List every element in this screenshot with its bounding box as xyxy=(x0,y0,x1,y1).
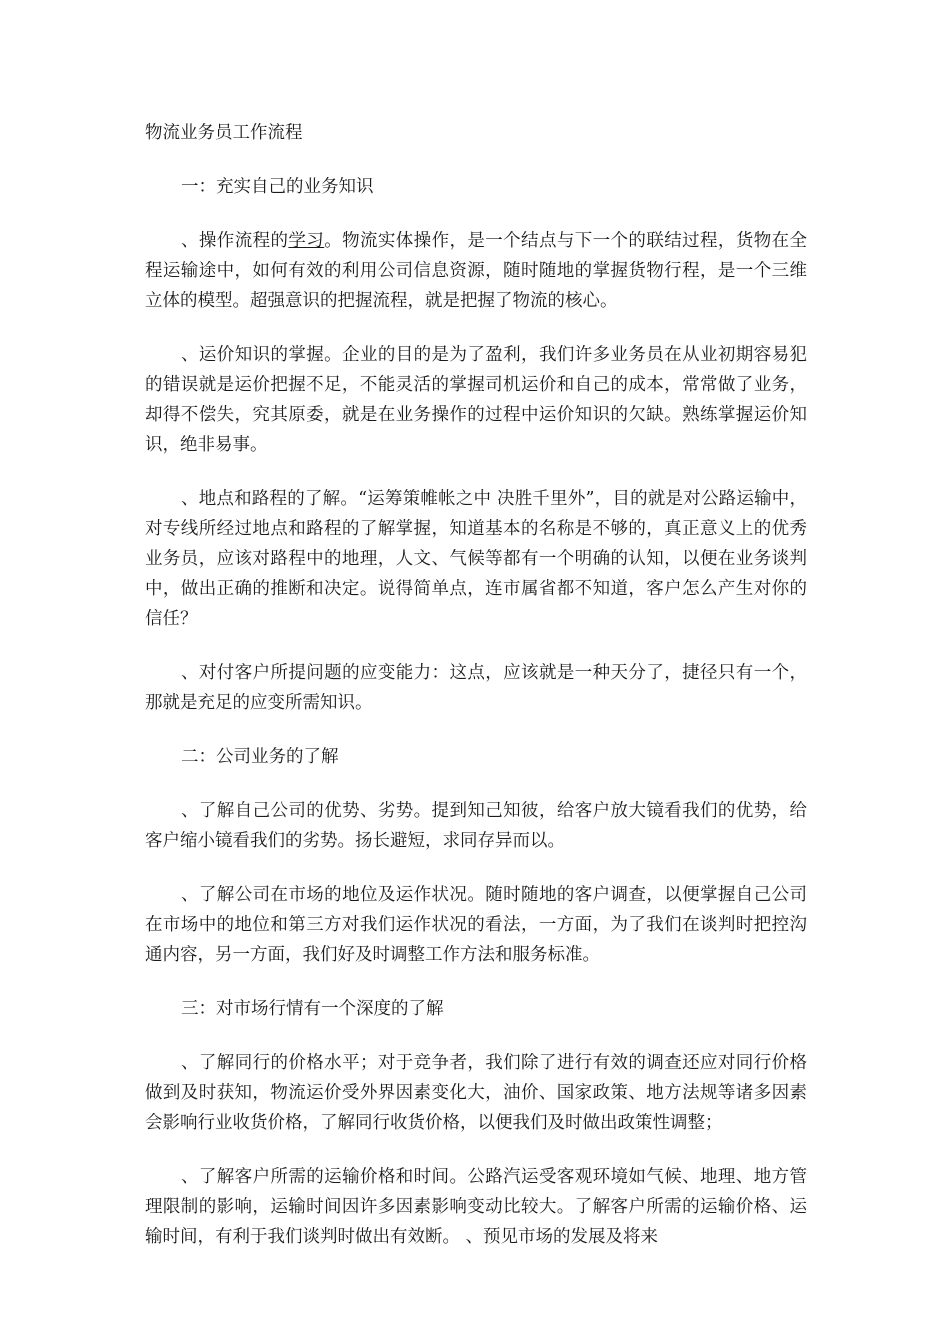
paragraph: 、地点和路程的了解。“运筹策帷帐之中 决胜千里外”，目的就是对公路运输中，对专线所经过地点和路程的了解掌握，知道基本的名称是不够的，真正意义上的优秀业务员，应该对路程中的地理，人文、气候等都有一个明确的认知，以便在业务谈判中，做出正确的推断和决定。说得简单点，连市属省都不知道，客户怎么产生对你的信任？ xyxy=(145,489,807,629)
section-heading: 二：公司业务的了解 xyxy=(181,747,339,767)
paragraph: 、了解公司在市场的地位及运作状况。随时随地的客户调查，以便掌握自己公司在市场中的地位和第三方对我们运作状况的看法，一方面，为了我们在谈判时把控沟通内容，另一方面，我们好及时调整工作方法和服务标准。 xyxy=(145,885,807,965)
paragraph: 、了解自己公司的优势、劣势。提到知己知彼，给客户放大镜看我们的优势，给客户缩小镜看我们的劣势。扬长避短，求同存异而以。 xyxy=(145,801,807,851)
study-link[interactable]: 学习 xyxy=(288,231,325,251)
paragraph: 、运价知识的掌握。企业的目的是为了盈利，我们许多业务员在从业初期容易犯的错误就是运价把握不足，不能灵活的掌握司机运价和自己的成本，常常做了业务，却得不偿失，究其原委，就是在业务操作的过程中运价知识的欠缺。熟练掌握运价知识，绝非易事。 xyxy=(145,345,807,455)
paragraph: 、对付客户所提问题的应变能力：这点，应该就是一种天分了，捷径只有一个，那就是充足的应变所需知识。 xyxy=(145,663,807,713)
paragraph: 、了解同行的价格水平；对于竞争者，我们除了进行有效的调查还应对同行价格做到及时获知，物流运价受外界因素变化大，油价、国家政策、地方法规等诸多因素会影响行业收货价格，了解同行收货价格，以便我们及时做出政策性调整； xyxy=(145,1053,807,1133)
paragraph-text: 。物流实体操作，是一个结点与下一个的联结过程，货物在全程运输途中，如何有效的利用公司信息资源，随时随地的掌握货物行程，是一个三维立体的模型。超强意识的把握流程，就是把握了物流的核心。 xyxy=(145,231,808,311)
paragraph-text: 、操作流程的 xyxy=(181,231,289,251)
document-title: 物流业务员工作流程 xyxy=(145,123,303,143)
section-heading: 一：充实自己的业务知识 xyxy=(181,177,374,197)
paragraph: 、了解客户所需的运输价格和时间。公路汽运受客观环境如气候、地理、地方管理限制的影响，运输时间因许多因素影响变动比较大。了解客户所需的运输价格、运输时间，有利于我们谈判时做出有效断。 、预见市场的发展及将来 xyxy=(145,1167,807,1247)
paragraph xyxy=(145,226,807,316)
document-body xyxy=(145,118,807,1276)
section-heading: 三：对市场行情有一个深度的了解 xyxy=(181,999,444,1019)
